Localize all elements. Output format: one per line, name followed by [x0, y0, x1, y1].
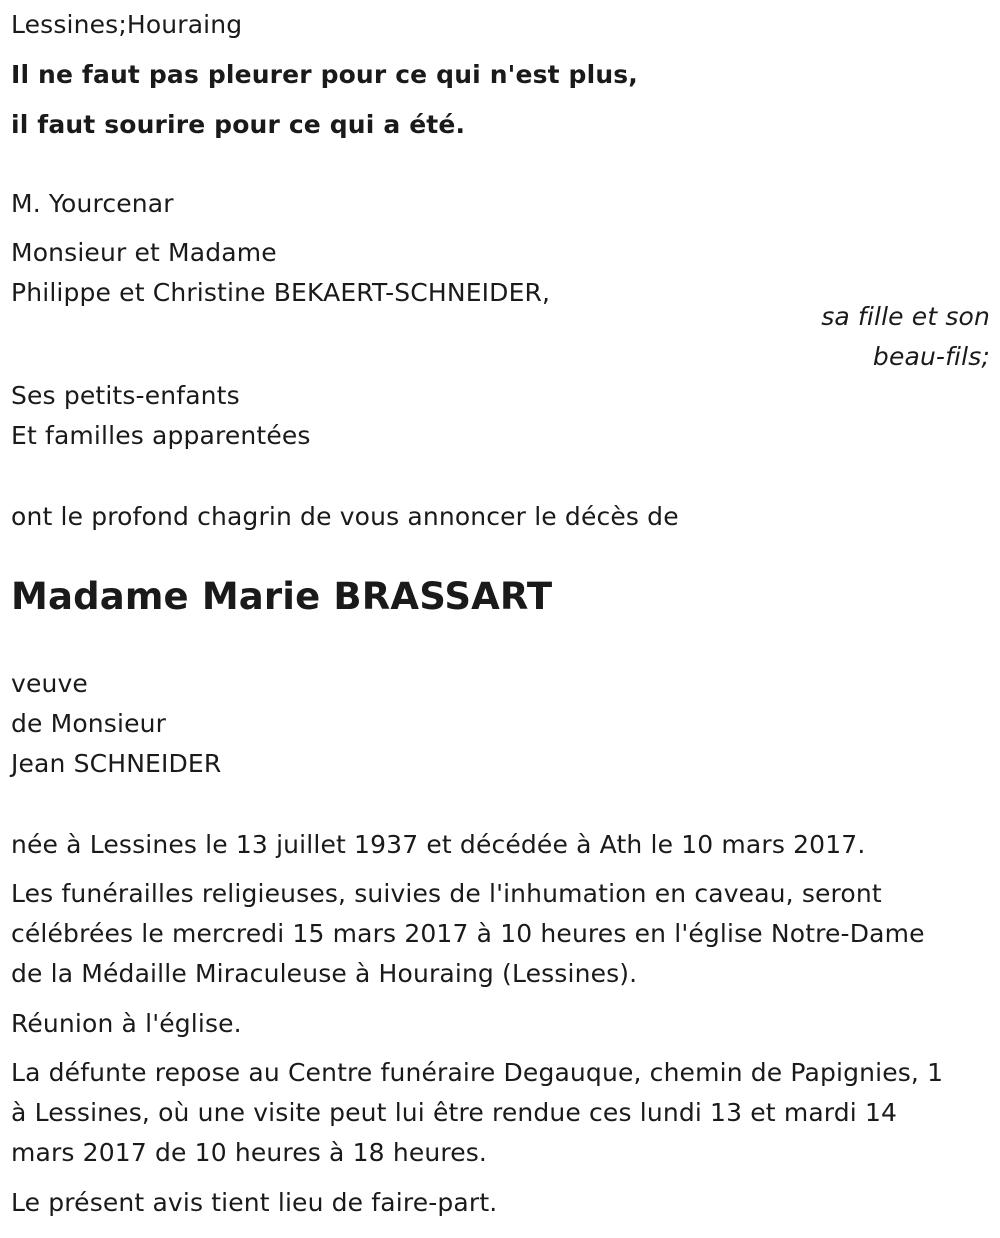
funeral-line-3: de la Médaille Miraculeuse à Houraing (Lessines).	[11, 959, 638, 988]
quote-line-1: Il ne faut pas pleurer pour ce qui n'est plus,	[11, 60, 638, 89]
relation-line-1: sa fille et son	[821, 302, 990, 331]
notice-footer: Le présent avis tient lieu de faire-part.	[11, 1188, 498, 1217]
rest-line-2: à Lessines, où une visite peut lui être rendue ces lundi 13 et mardi 14	[11, 1098, 898, 1127]
quote-line-2: il faut sourire pour ce qui a été.	[11, 110, 466, 139]
quote-author: M. Yourcenar	[11, 189, 174, 218]
funeral-line-1: Les funérailles religieuses, suivies de l'inhumation en caveau, seront	[11, 879, 882, 908]
widow-line-3: Jean SCHNEIDER	[11, 749, 222, 778]
deceased-name: Madame Marie BRASSART	[11, 575, 553, 618]
location-header: Lessines;Houraing	[11, 10, 243, 39]
widow-line-2: de Monsieur	[11, 709, 167, 738]
relation-line-2: beau-fils;	[872, 342, 990, 371]
birth-death-dates: née à Lessines le 13 juillet 1937 et décédée à Ath le 10 mars 2017.	[11, 830, 866, 859]
funeral-line-2: célébrées le mercredi 15 mars 2017 à 10 heures en l'église Notre-Dame	[11, 919, 925, 948]
rest-line-3: mars 2017 de 10 heures à 18 heures.	[11, 1138, 488, 1167]
couple-names: Philippe et Christine BEKAERT-SCHNEIDER,	[11, 278, 551, 307]
widow-line-1: veuve	[11, 669, 88, 698]
rest-line-1: La défunte repose au Centre funéraire Degauque, chemin de Papignies, 1	[11, 1058, 944, 1087]
grandchildren: Ses petits-enfants	[11, 381, 240, 410]
relatives: Et familles apparentées	[11, 421, 311, 450]
couple-title: Monsieur et Madame	[11, 238, 277, 267]
announcement-intro: ont le profond chagrin de vous annoncer le décès de	[11, 502, 679, 531]
meeting-info: Réunion à l'église.	[11, 1009, 242, 1038]
